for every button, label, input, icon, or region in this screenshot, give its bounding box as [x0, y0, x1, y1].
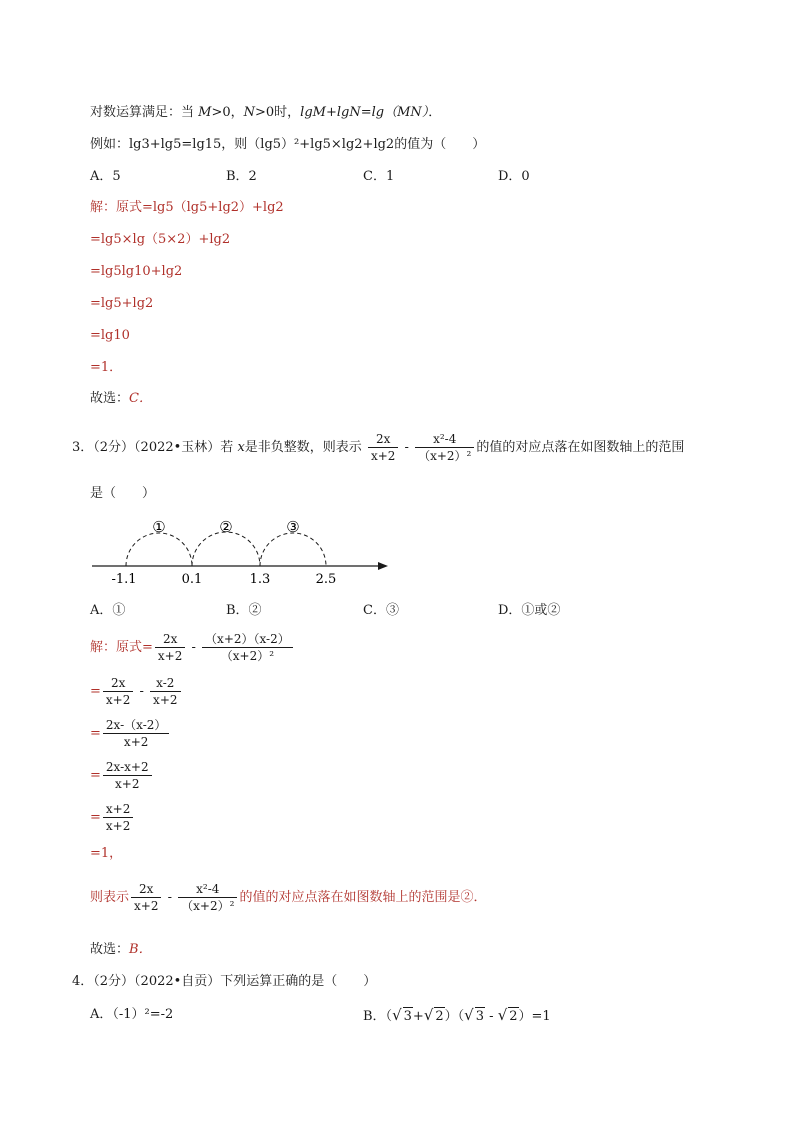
q3-stem: 3．（2分）（2022•玉林）若 x是非负整数，则表示 $\frac{2x}{x+2}$ - $\frac{\text{x²-4}}{\text{（x+2）²}}$ 的值的对应点落在如图数轴上的范围	[72, 432, 685, 463]
q2-option-c: C．1	[363, 169, 395, 184]
q3-solution-step-4: = $\frac{2x-x+2}{x+2}$	[90, 758, 154, 794]
sol-fraction-a: $\frac{2x}{x+2}$	[155, 631, 185, 664]
q3-option-a: A．①	[90, 603, 126, 618]
q3-answer: B．	[129, 942, 152, 957]
q3-solution-step-1: 解：原式= $\frac{2x}{x+2}$ - $\frac{(x+2)(x-2)}{\text{（x+2）²}}$	[90, 630, 295, 666]
tick-label-1-3: 1.3	[249, 572, 271, 587]
arc-2	[192, 532, 260, 566]
var-n: N	[243, 105, 255, 120]
region-label-3: ③	[286, 518, 300, 536]
q2-answer: C．	[129, 391, 152, 406]
q3-solution-step-5: = $\frac{x+2}{x+2}$	[90, 800, 135, 836]
q4-option-b: B．（√ 3+√ 2）（√ 3 - √ 2）=1	[363, 1006, 551, 1024]
q4-stem-text: （2分）（2022•自贡）下列运算正确的是（ ）	[93, 974, 377, 989]
q3-number: 3．	[72, 440, 94, 455]
q4-number: 4．	[72, 974, 94, 989]
q3-tail: 的值的对应点落在如图数轴上的范围	[476, 440, 685, 455]
q4-stem	[72, 973, 376, 991]
number-line-figure	[88, 516, 398, 588]
rule-prefix: 对数运算满足：当	[90, 105, 199, 120]
q3-solution-step-6: =1，	[90, 846, 123, 861]
q2-solution-step-1: 解：原式=lg5（lg5+lg2）+lg2	[90, 200, 284, 215]
region-label-2: ②	[219, 518, 233, 536]
q2-solution-step-6: =1．	[90, 360, 123, 375]
arc-3	[260, 533, 326, 566]
q2-option-d: D．0	[498, 169, 530, 184]
sol-fraction-b: $\frac{(x+2)(x-2)}{\text{（x+2）²}}$	[202, 631, 293, 664]
arc-1	[126, 533, 192, 566]
rule-cond1: >0，	[211, 105, 244, 120]
sol2-fraction-b: $\frac{x-2}{x+2}$	[150, 675, 180, 708]
q3-solution-step-2: = $\frac{2x}{x+2}$ - $\frac{x-2}{x+2}$	[90, 674, 183, 710]
q3-fraction-1: $\frac{2x}{x+2}$	[368, 431, 398, 464]
q3-answer-line: 故选：B．	[90, 942, 152, 957]
rule-formula: lgM+lgN=lg（MN）	[300, 105, 429, 120]
q3-fraction-2: $\frac{\text{x²-4}}{\text{（x+2）²}}$	[415, 431, 474, 464]
tick-label-neg-1-1: -1.1	[111, 572, 137, 587]
answer-prefix: 故选：	[90, 391, 130, 406]
sol2-fraction-a: $\frac{2x}{x+2}$	[103, 675, 133, 708]
rule-end: ．	[428, 105, 442, 120]
q2-solution-step-3: =lg5lg10+lg2	[90, 264, 183, 279]
arrow-head-icon	[378, 562, 388, 570]
q3-solution-step-3: = $\frac{2x-(x-2)}{x+2}$	[90, 716, 171, 752]
tick-label-0-1: 0.1	[181, 572, 203, 587]
tick-label-2-5: 2.5	[315, 572, 337, 587]
rule-line	[90, 104, 441, 122]
q3-head2: 是非负整数，则表示	[244, 440, 362, 455]
q4-option-a: A．（-1）²=-2	[90, 1007, 174, 1022]
q2-solution-step-4: =lg5+lg2	[90, 296, 154, 311]
example-line: 例如：lg3+lg5=lg15，则（lg5）²+lg5×lg2+lg2的值为（ ）	[90, 137, 486, 152]
sqrt-icon: √	[423, 1006, 434, 1024]
q3-option-c: C．③	[363, 603, 399, 618]
concl-fraction-2: $\frac{\text{x²-4}}{\text{（x+2）²}}$	[178, 881, 237, 914]
q2-option-b: B．2	[226, 169, 257, 184]
q2-answer-line	[90, 390, 152, 408]
concl-fraction-1: $\frac{2x}{x+2}$	[131, 881, 161, 914]
q3-conclusion: 则表示 $\frac{2x}{x+2}$ - $\frac{\text{x²-4}}{\text{（x+2）²}}$ 的值的对应点落在如图数轴上的范围是②．	[90, 882, 487, 913]
var-m: M	[198, 105, 212, 120]
region-label-1: ①	[152, 518, 166, 536]
sqrt-icon: √	[392, 1006, 402, 1024]
q3-stem-line2: 是（ ）	[90, 486, 156, 501]
q3-option-b: B．②	[226, 603, 262, 618]
sqrt-icon: √	[497, 1006, 508, 1024]
var-x: x	[237, 440, 245, 455]
q3-option-d: D．①或②	[498, 603, 561, 618]
rule-cond2: >0时，	[255, 105, 301, 120]
sol3-fraction: $\frac{2x-(x-2)}{x+2}$	[103, 717, 170, 750]
sqrt-icon: √	[464, 1006, 474, 1024]
sol5-fraction: $\frac{x+2}{x+2}$	[103, 801, 133, 834]
sol4-fraction: $\frac{2x-x+2}{x+2}$	[103, 759, 152, 792]
q2-solution-step-5: =lg10	[90, 328, 130, 343]
q2-solution-step-2: =lg5×lg（5×2）+lg2	[90, 232, 231, 247]
q3-head: （2分）（2022•玉林）若	[93, 440, 238, 455]
q2-option-a: A．5	[90, 169, 121, 184]
